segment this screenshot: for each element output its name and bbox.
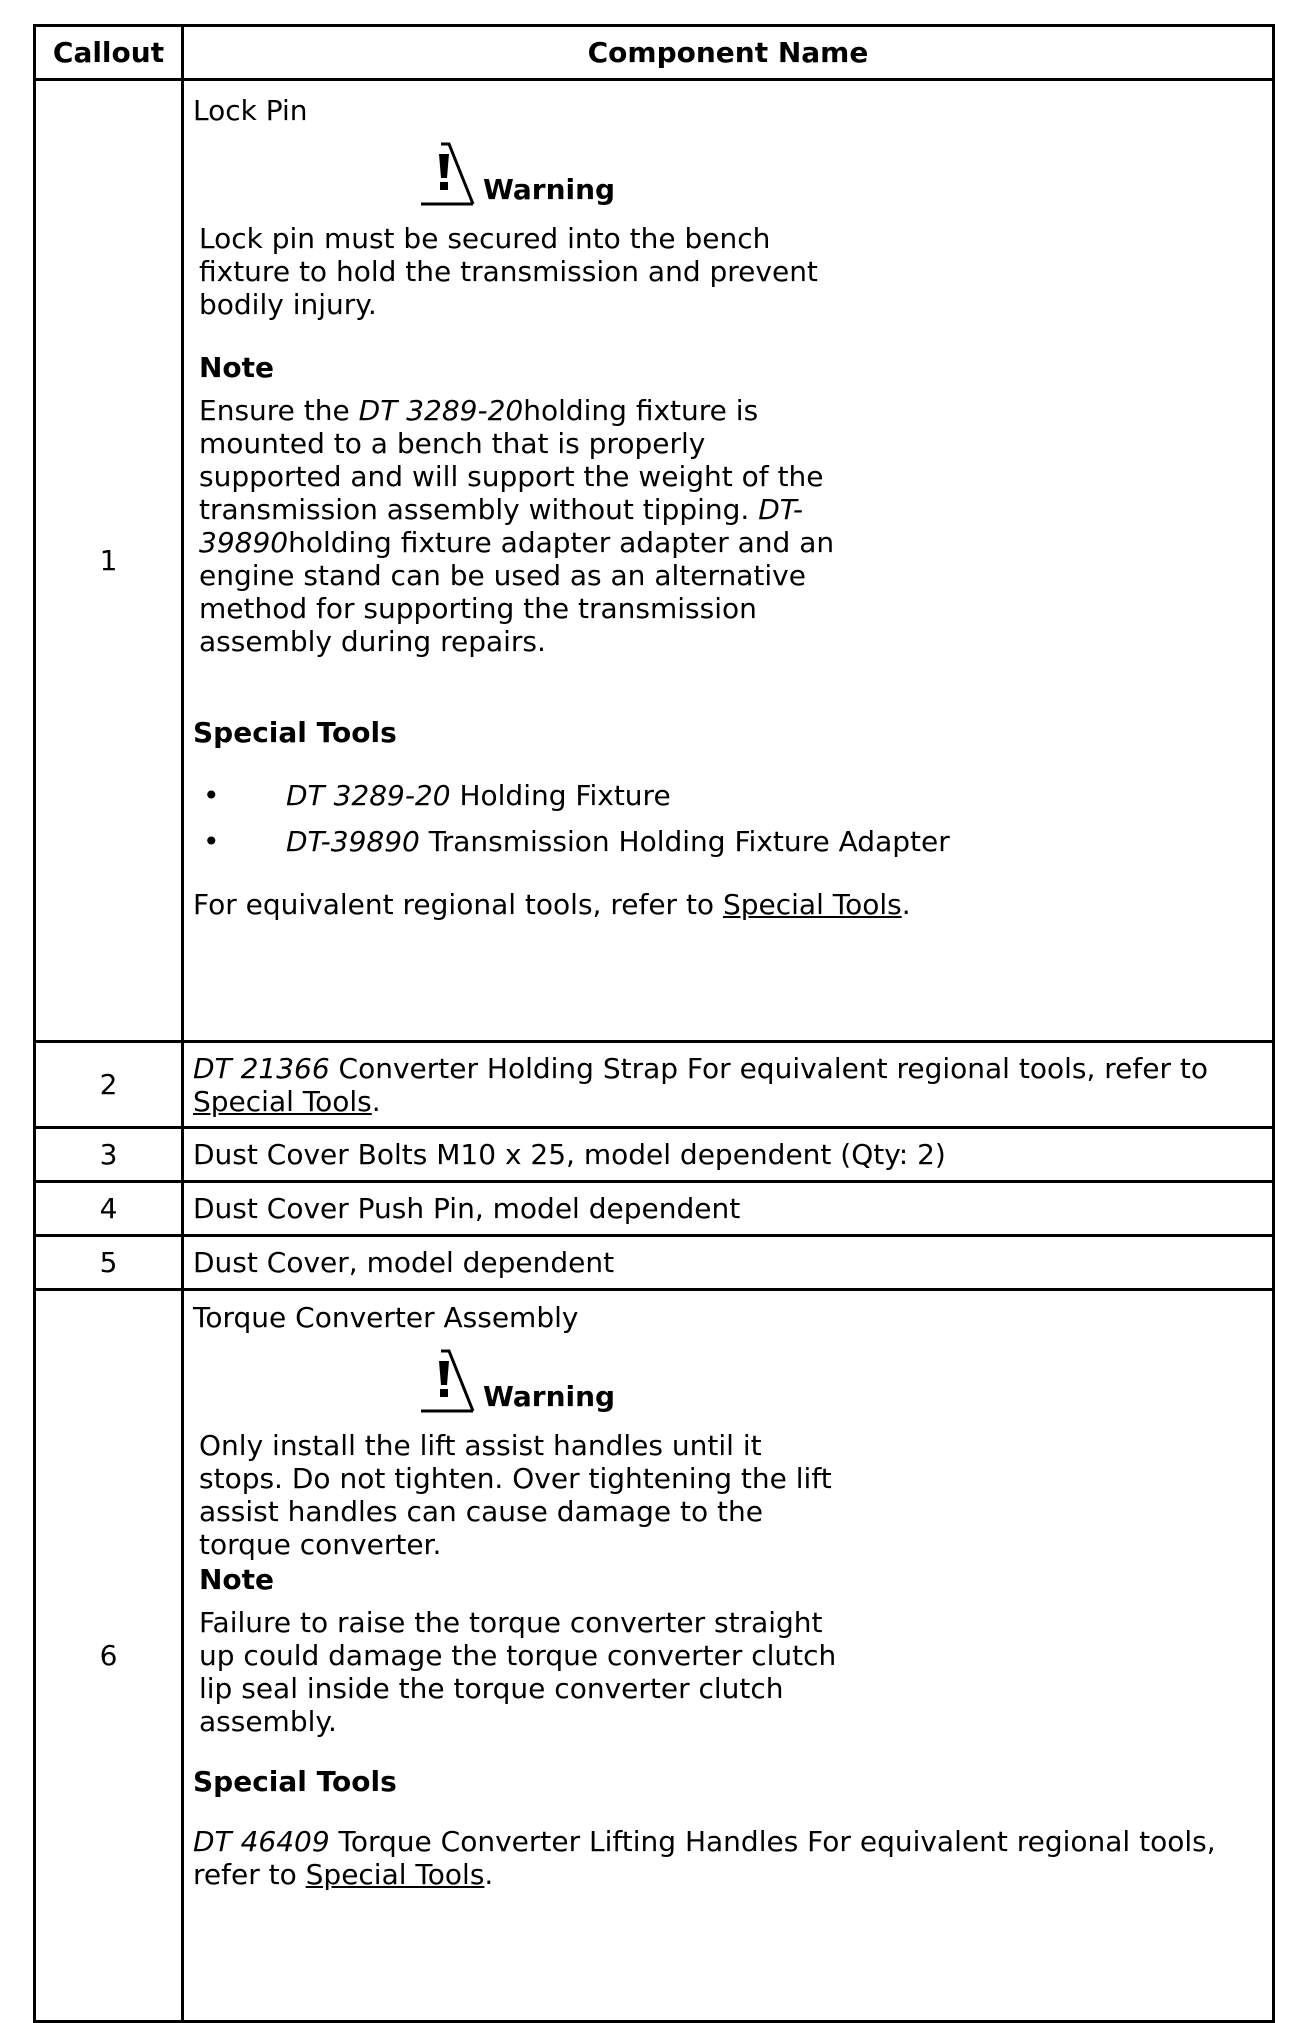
note-line: up could damage the torque converter clutch bbox=[199, 1639, 837, 1672]
warning-line: Lock pin must be secured into the bench bbox=[199, 222, 771, 255]
table-row bbox=[35, 80, 1274, 1042]
warning-line: assist handles can cause damage to the bbox=[199, 1495, 763, 1528]
callout-cell: 1 bbox=[35, 80, 183, 1042]
warning-heading bbox=[419, 140, 1272, 206]
note-line: 39890holding fixture adapter adapter and an bbox=[199, 526, 835, 559]
note-line: Ensure the DT 3289-20holding fixture is bbox=[199, 394, 759, 427]
component-cell: DT 21366 Converter Holding Strap For equivalent regional tools, refer to Special Tools. bbox=[183, 1042, 1274, 1128]
list-item: • DT-39890 Transmission Holding Fixture Adapter bbox=[193, 825, 1272, 858]
component-cell: Torque Converter Assembly Warning Only install the lift assist handles until it stops. Do not tighten. Over tightening the lift assist handles can cause damage to the torque converter. Note Failure to raise the torque converter straight up could damage the torque converter clutch lip seal inside the torque converter clutch assembly. Special Tools DT 46409 Torque Converter Lifting Handles For equivalent regional tools, refer to Special Tools. bbox=[183, 1290, 1274, 2022]
special-tools-heading: Special Tools bbox=[193, 1765, 397, 1798]
warning-line: torque converter. bbox=[199, 1528, 442, 1561]
table-row bbox=[35, 1042, 1274, 1128]
header-callout: Callout bbox=[35, 26, 183, 80]
special-tools-list bbox=[193, 779, 1272, 858]
tool-code: 39890 bbox=[199, 526, 289, 559]
note-line: assembly during repairs. bbox=[199, 625, 546, 658]
tool-code: DT-39890 bbox=[286, 825, 420, 858]
list-item: • DT 3289-20 Holding Fixture bbox=[193, 779, 1272, 812]
note-text bbox=[193, 1606, 1272, 1738]
warning-icon bbox=[419, 140, 475, 206]
component-cell: Dust Cover Bolts M10 x 25, model dependent (Qty: 2) bbox=[183, 1128, 1274, 1182]
special-tools-heading: Special Tools bbox=[193, 716, 397, 749]
tool-code: DT 3289-20 bbox=[286, 779, 451, 812]
note-line: transmission assembly without tipping. DT- bbox=[199, 493, 803, 526]
warning-line: fixture to hold the transmission and prevent bbox=[199, 255, 818, 288]
callout-cell: 2 bbox=[35, 1042, 183, 1128]
warning-heading bbox=[419, 1347, 1272, 1413]
warning-label: Warning bbox=[483, 1380, 616, 1413]
note-line: assembly. bbox=[199, 1705, 337, 1738]
header-component-name: Component Name bbox=[183, 26, 1274, 80]
callout-cell: 4 bbox=[35, 1182, 183, 1236]
note-text bbox=[193, 394, 1272, 658]
table-row bbox=[35, 1236, 1274, 1290]
tool-code: DT 3289-20 bbox=[358, 394, 524, 427]
special-tool-line: DT 46409 Torque Converter Lifting Handles For equivalent regional tools, bbox=[193, 1825, 1216, 1858]
callout-cell: 5 bbox=[35, 1236, 183, 1290]
special-tools-link[interactable]: Special Tools bbox=[722, 888, 902, 921]
table-row bbox=[35, 1290, 1274, 2022]
warning-line: stops. Do not tighten. Over tightening the lift bbox=[199, 1462, 832, 1495]
tool-code: DT- bbox=[758, 493, 803, 526]
note-line: lip seal inside the torque converter clutch bbox=[199, 1672, 784, 1705]
table-row bbox=[35, 1182, 1274, 1236]
component-text: DT 21366 Converter Holding Strap For equivalent regional tools, refer to bbox=[193, 1051, 1208, 1085]
component-cell bbox=[183, 80, 1274, 1042]
callout-cell: 3 bbox=[35, 1128, 183, 1182]
warning-text bbox=[193, 1429, 1272, 1561]
note-line: mounted to a bench that is properly bbox=[199, 427, 706, 460]
note-line: supported and will support the weight of the bbox=[199, 460, 824, 493]
tool-code: DT 21366 bbox=[193, 1051, 330, 1085]
component-cell: Dust Cover, model dependent bbox=[183, 1236, 1274, 1290]
component-table bbox=[33, 24, 1275, 2023]
bullet-icon: • bbox=[203, 779, 220, 812]
component-table-sheet bbox=[33, 24, 1275, 2023]
note-label: Note bbox=[199, 351, 275, 384]
tool-code: DT 46409 bbox=[193, 1825, 330, 1858]
special-tools-link[interactable]: Special Tools bbox=[193, 1084, 372, 1118]
component-title: Torque Converter Assembly bbox=[193, 1301, 579, 1334]
note-label: Note bbox=[199, 1563, 275, 1596]
bullet-icon: • bbox=[203, 825, 220, 858]
note-line: method for supporting the transmission bbox=[199, 592, 757, 625]
component-cell: Dust Cover Push Pin, model dependent bbox=[183, 1182, 1274, 1236]
note-line: engine stand can be used as an alternative bbox=[199, 559, 806, 592]
warning-icon bbox=[419, 1347, 475, 1413]
warning-line: Only install the lift assist handles until it bbox=[199, 1429, 762, 1462]
regional-tools-note: For equivalent regional tools, refer to Special Tools. bbox=[193, 888, 911, 921]
table-row bbox=[35, 1128, 1274, 1182]
warning-text bbox=[193, 222, 1272, 321]
header-row bbox=[35, 26, 1274, 80]
warning-label: Warning bbox=[483, 173, 616, 206]
special-tools-link[interactable]: Special Tools bbox=[305, 1858, 485, 1891]
warning-line: bodily injury. bbox=[199, 288, 377, 321]
component-title: Lock Pin bbox=[193, 94, 308, 127]
callout-cell: 6 bbox=[35, 1290, 183, 2022]
note-line: Failure to raise the torque converter straight bbox=[199, 1606, 823, 1639]
